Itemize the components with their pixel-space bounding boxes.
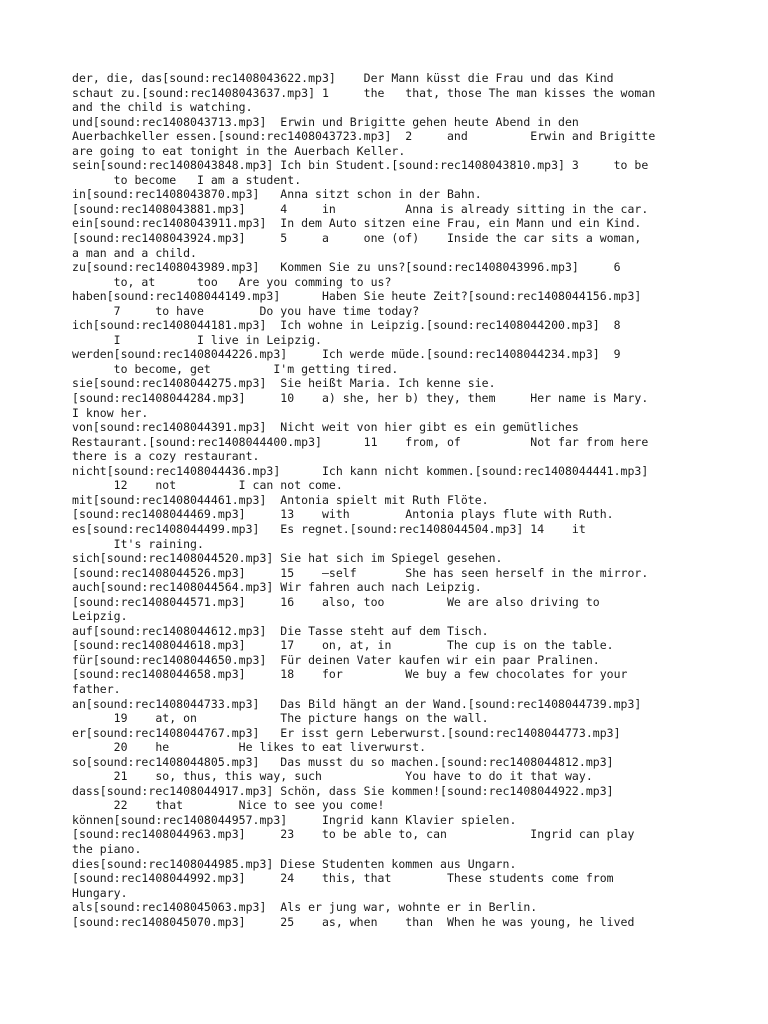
text-line: sie[sound:rec1408044275.mp3] Sie heißt Maria. Ich kenne sie. <box>72 376 496 391</box>
text-line: auf[sound:rec1408044612.mp3] Die Tasse steht auf dem Tisch. <box>72 623 489 638</box>
text-line: 20 he He likes to eat liverwurst. <box>72 740 427 755</box>
text-line: Auerbachkeller essen.[sound:rec1408043723.mp3] 2 and Erwin and Brigitte <box>72 129 656 144</box>
text-line: the piano. <box>72 841 142 856</box>
text-line: in[sound:rec1408043870.mp3] Anna sitzt schon in der Bahn. <box>72 187 482 202</box>
text-line: mit[sound:rec1408044461.mp3] Antonia spielt mit Ruth Flöte. <box>72 492 489 507</box>
text-line: [sound:rec1408044992.mp3] 24 this, that These students come from <box>72 871 614 886</box>
text-line: It's raining. <box>72 536 204 551</box>
text-line: [sound:rec1408044618.mp3] 17 on, at, in The cup is on the table. <box>72 638 614 653</box>
text-line: nicht[sound:rec1408044436.mp3] Ich kann nicht kommen.[sound:rec1408044441.mp3] <box>72 463 649 478</box>
text-line: sein[sound:rec1408043848.mp3] Ich bin Student.[sound:rec1408043810.mp3] 3 to be <box>72 158 649 173</box>
text-line: als[sound:rec1408045063.mp3] Als er jung war, wohnte er in Berlin. <box>72 900 538 915</box>
text-line: 12 not I can not come. <box>72 478 343 493</box>
text-line: are going to eat tonight in the Auerbach Keller. <box>72 143 406 158</box>
text-line: Leipzig. <box>72 609 128 624</box>
text-line: there is a cozy restaurant. <box>72 449 260 464</box>
text-line: to become, get I'm getting tired. <box>72 361 399 376</box>
text-line: an[sound:rec1408044733.mp3] Das Bild hängt an der Wand.[sound:rec1408044739.mp3] <box>72 696 642 711</box>
text-line: I I live in Leipzig. <box>72 332 322 347</box>
text-line: 22 that Nice to see you come! <box>72 798 385 813</box>
text-line: [sound:rec1408044963.mp3] 23 to be able to, can Ingrid can play <box>72 827 635 842</box>
text-line: so[sound:rec1408044805.mp3] Das musst du so machen.[sound:rec1408044812.mp3] <box>72 754 614 769</box>
text-line: haben[sound:rec1408044149.mp3] Haben Sie heute Zeit?[sound:rec1408044156.mp3] <box>72 289 642 304</box>
text-line: [sound:rec1408043881.mp3] 4 in Anna is already sitting in the car. <box>72 201 649 216</box>
text-line: [sound:rec1408044469.mp3] 13 with Antonia plays flute with Ruth. <box>72 507 614 522</box>
text-line: es[sound:rec1408044499.mp3] Es regnet.[sound:rec1408044504.mp3] 14 it <box>72 521 586 536</box>
text-line: [sound:rec1408043924.mp3] 5 a one (of) Inside the car sits a woman, <box>72 231 642 246</box>
document-page <box>72 71 702 929</box>
text-line: 7 to have Do you have time today? <box>72 303 420 318</box>
text-line: zu[sound:rec1408043989.mp3] Kommen Sie zu uns?[sound:rec1408043996.mp3] 6 <box>72 260 621 275</box>
text-line: schaut zu.[sound:rec1408043637.mp3] 1 the that, those The man kisses the woman <box>72 85 656 100</box>
text-line: and the child is watching. <box>72 100 253 115</box>
text-line: to become I am a student. <box>72 172 302 187</box>
text-line: [sound:rec1408045070.mp3] 25 as, when than When he was young, he lived <box>72 914 635 929</box>
text-line: [sound:rec1408044526.mp3] 15 –self She has seen herself in the mirror. <box>72 565 649 580</box>
text-line: von[sound:rec1408044391.mp3] Nicht weit von hier gibt es ein gemütliches <box>72 420 579 435</box>
text-line: father. <box>72 681 121 696</box>
text-line: [sound:rec1408044658.mp3] 18 for We buy a few chocolates for your <box>72 667 628 682</box>
text-line: werden[sound:rec1408044226.mp3] Ich werde müde.[sound:rec1408044234.mp3] 9 <box>72 347 621 362</box>
text-line: ich[sound:rec1408044181.mp3] Ich wohne in Leipzig.[sound:rec1408044200.mp3] 8 <box>72 318 621 333</box>
text-line: Hungary. <box>72 885 128 900</box>
text-line: er[sound:rec1408044767.mp3] Er isst gern Leberwurst.[sound:rec1408044773.mp3] <box>72 725 621 740</box>
text-line: 19 at, on The picture hangs on the wall. <box>72 711 489 726</box>
text-line: I know her. <box>72 405 149 420</box>
text-line: auch[sound:rec1408044564.mp3] Wir fahren auch nach Leipzig. <box>72 580 482 595</box>
text-line: Restaurant.[sound:rec1408044400.mp3] 11 from, of Not far from here <box>72 434 649 449</box>
text-line: to, at too Are you comming to us? <box>72 274 392 289</box>
text-line: dies[sound:rec1408044985.mp3] Diese Studenten kommen aus Ungarn. <box>72 856 517 871</box>
text-line: der, die, das[sound:rec1408043622.mp3] Der Mann küsst die Frau und das Kind <box>72 71 614 85</box>
text-line: 21 so, thus, this way, such You have to do it that way. <box>72 769 593 784</box>
text-line: dass[sound:rec1408044917.mp3] Schön, dass Sie kommen![sound:rec1408044922.mp3] <box>72 783 614 798</box>
text-line: [sound:rec1408044571.mp3] 16 also, too We are also driving to <box>72 594 600 609</box>
text-line: sich[sound:rec1408044520.mp3] Sie hat sich im Spiegel gesehen. <box>72 551 503 566</box>
text-line: [sound:rec1408044284.mp3] 10 a) she, her b) they, them Her name is Mary. <box>72 391 649 406</box>
text-line: für[sound:rec1408044650.mp3] Für deinen Vater kaufen wir ein paar Pralinen. <box>72 652 600 667</box>
text-line: ein[sound:rec1408043911.mp3] In dem Auto sitzen eine Frau, ein Mann und ein Kind. <box>72 216 642 231</box>
text-line: können[sound:rec1408044957.mp3] Ingrid kann Klavier spielen. <box>72 812 517 827</box>
text-line: a man and a child. <box>72 245 197 260</box>
text-line: und[sound:rec1408043713.mp3] Erwin und Brigitte gehen heute Abend in den <box>72 114 579 129</box>
